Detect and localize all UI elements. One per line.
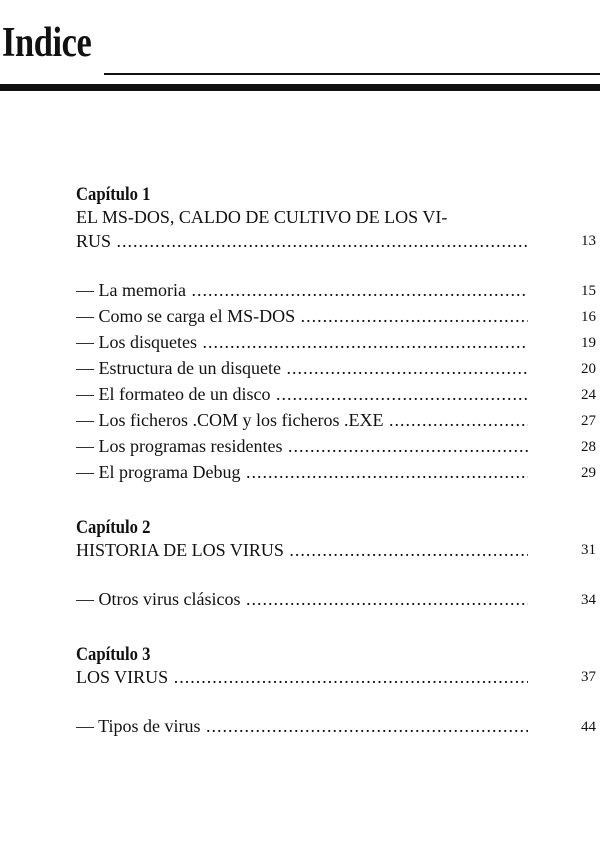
page-number: 13 bbox=[581, 233, 596, 249]
page-number: 24 bbox=[581, 387, 596, 403]
page-number: 27 bbox=[581, 413, 596, 429]
chapter-title-entry bbox=[76, 229, 596, 253]
chapter-title-line bbox=[76, 205, 596, 229]
chapter-label: Capítulo 3 bbox=[76, 645, 151, 665]
entry-text: — Los ficheros .COM y los ficheros .EXE ..... bbox=[76, 407, 528, 433]
table-of-contents bbox=[76, 185, 596, 772]
chapter-title-text: LOS VIRUS ..... bbox=[76, 665, 528, 689]
entry-text: — Los programas residentes ..... bbox=[76, 433, 528, 459]
title-rule-thick bbox=[0, 84, 600, 91]
toc-entry bbox=[76, 277, 596, 303]
toc-entry bbox=[76, 381, 596, 407]
toc-entry bbox=[76, 713, 596, 739]
chapter-2 bbox=[76, 518, 596, 612]
entry-text: — La memoria ..... bbox=[76, 277, 528, 303]
page-number: 20 bbox=[581, 361, 596, 377]
chapter-label: Capítulo 2 bbox=[76, 518, 151, 538]
title-rule-thin bbox=[104, 73, 600, 75]
chapter-label: Capítulo 1 bbox=[76, 185, 151, 205]
toc-entry bbox=[76, 355, 596, 381]
entry-text: — El formateo de un disco ..... bbox=[76, 381, 528, 407]
page-number: 16 bbox=[581, 309, 596, 325]
toc-entry bbox=[76, 459, 596, 485]
chapter-title-entry bbox=[76, 538, 596, 562]
page-number: 28 bbox=[581, 439, 596, 455]
chapter-3 bbox=[76, 645, 596, 739]
entry-text: — Como se carga el MS-DOS ..... bbox=[76, 303, 528, 329]
chapter-title-entry bbox=[76, 665, 596, 689]
page-number: 37 bbox=[581, 669, 596, 685]
entry-text: — Los disquetes ..... bbox=[76, 329, 528, 355]
page-number: 31 bbox=[581, 542, 596, 558]
page-number: 44 bbox=[581, 719, 596, 735]
entry-text: — El programa Debug ..... bbox=[76, 459, 528, 485]
toc-entry bbox=[76, 303, 596, 329]
page-title: Indice bbox=[2, 20, 92, 66]
page-number: 34 bbox=[581, 592, 596, 608]
entry-text: — Tipos de virus ..... bbox=[76, 713, 528, 739]
entry-text: — Otros virus clásicos ..... bbox=[76, 586, 528, 612]
toc-entry bbox=[76, 586, 596, 612]
toc-entry bbox=[76, 407, 596, 433]
chapter-1 bbox=[76, 185, 596, 485]
chapter-title-text: EL MS-DOS, CALDO DE CULTIVO DE LOS VI- bbox=[76, 207, 448, 227]
page-number: 19 bbox=[581, 335, 596, 351]
chapter-title-text-cont: RUS ..... bbox=[76, 229, 528, 253]
entry-text: — Estructura de un disquete ..... bbox=[76, 355, 528, 381]
page-number: 29 bbox=[581, 465, 596, 481]
toc-entry bbox=[76, 329, 596, 355]
page-number: 15 bbox=[581, 283, 596, 299]
toc-entry bbox=[76, 433, 596, 459]
chapter-title-text: HISTORIA DE LOS VIRUS ..... bbox=[76, 538, 528, 562]
